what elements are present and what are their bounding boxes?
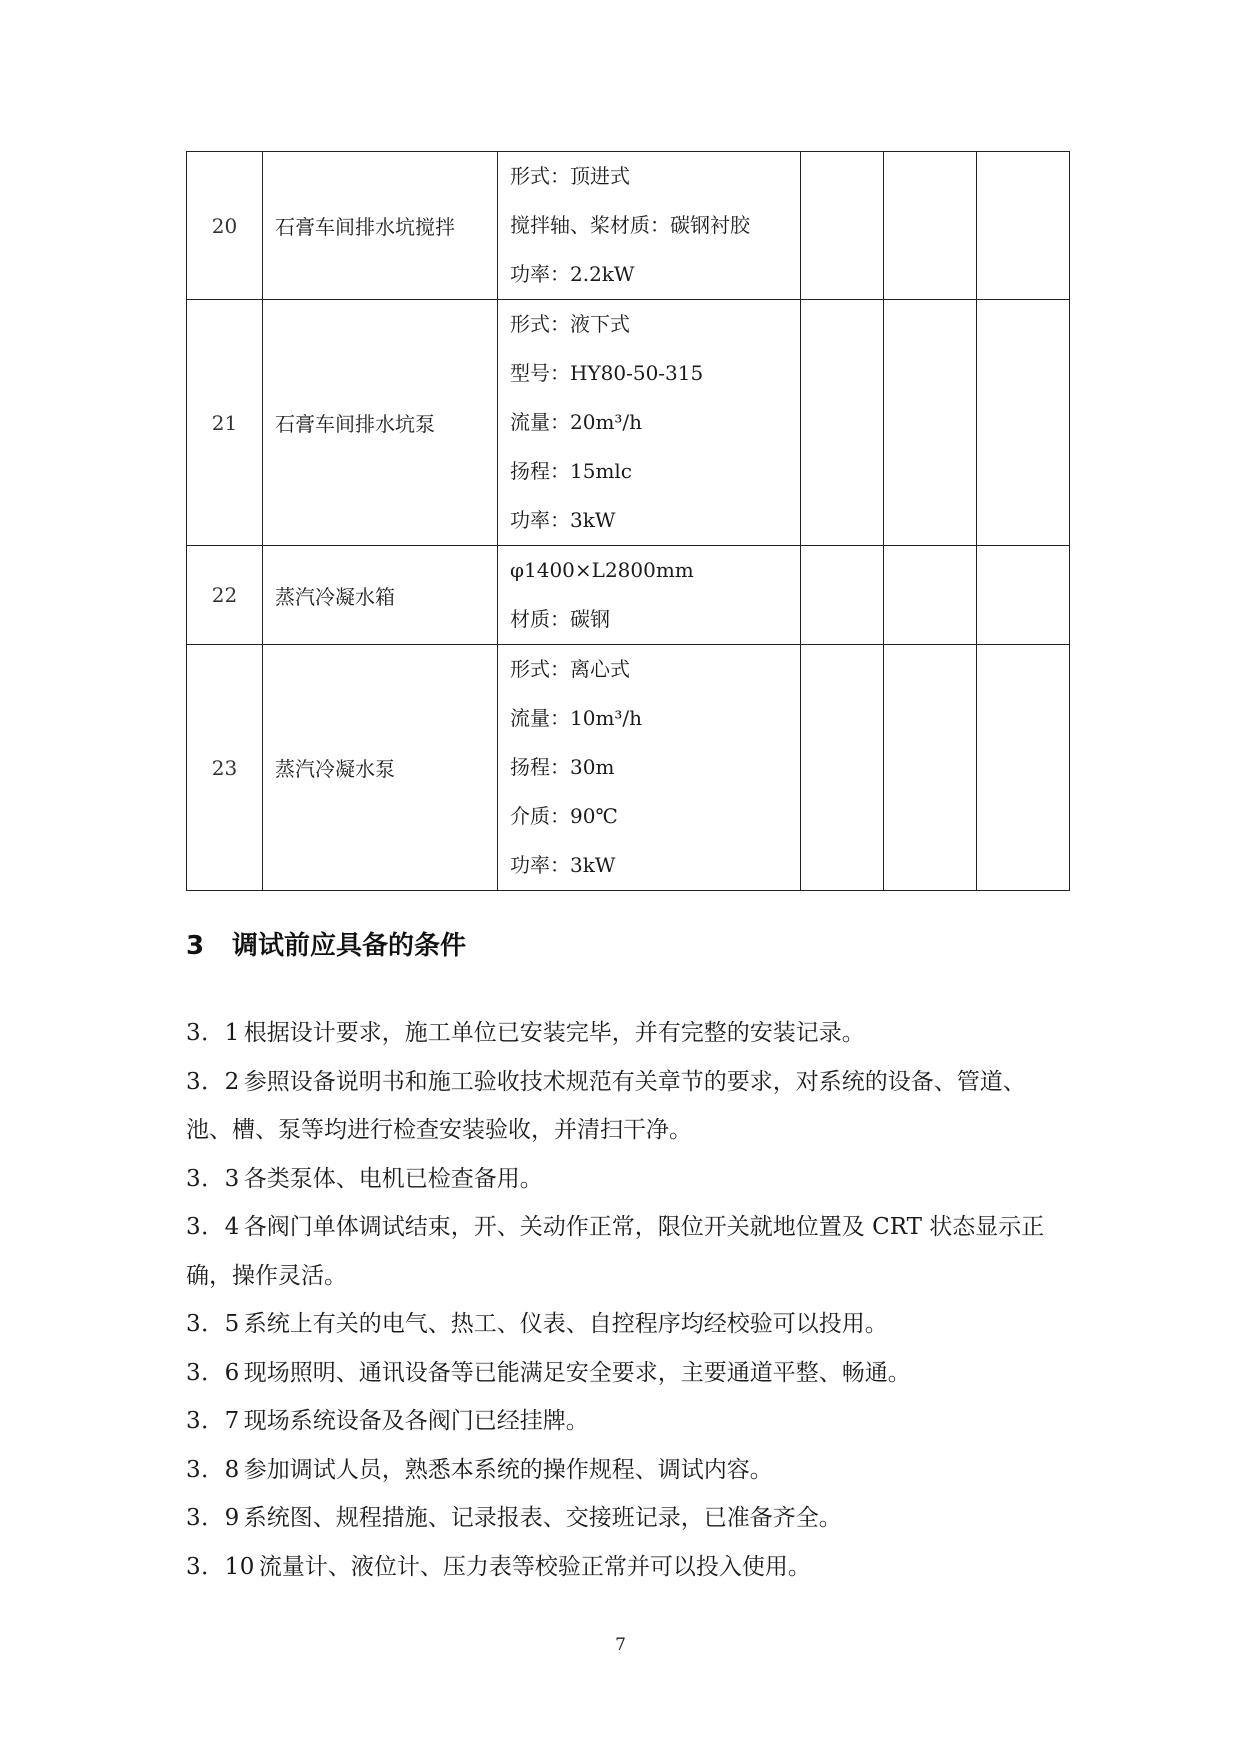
row-number: 22: [187, 546, 263, 645]
paragraph: [186, 1349, 1066, 1398]
spec-line: 功率：3kW: [510, 853, 616, 877]
spec-line: 功率：3kW: [510, 508, 616, 532]
equipment-spec: [498, 300, 801, 546]
paragraph-number: 3．7: [186, 1408, 240, 1434]
empty-cell: [977, 300, 1070, 546]
empty-cell: [801, 152, 884, 300]
paragraph-text: 系统图、规程措施、记录报表、交接班记录，已准备齐全。: [243, 1505, 842, 1531]
empty-cell: [801, 546, 884, 645]
empty-cell: [884, 546, 977, 645]
section-title: 调试前应具备的条件: [232, 931, 467, 961]
paragraph-text: 系统上有关的电气、热工、仪表、自控程序均经校验可以投用。: [243, 1311, 888, 1337]
paragraph-text: 现场系统设备及各阀门已经挂牌。: [243, 1408, 589, 1434]
spec-line: 功率：2.2kW: [510, 262, 635, 286]
paragraph: [186, 1203, 1066, 1300]
paragraph-number: 3．6: [186, 1359, 240, 1386]
equipment-table-body: [187, 152, 1070, 891]
spec-line: 流量：10m³/h: [510, 706, 643, 730]
spec-line: 形式：顶进式: [510, 164, 630, 188]
paragraph-text: 各阀门单体调试结束，开、关动作正常，限位开关就地位置及 CRT 状态显示正确，操作灵活。: [186, 1214, 1045, 1289]
equipment-name: [263, 300, 498, 546]
paragraph: [186, 1446, 1066, 1495]
spec-line: 型号：HY80-50-315: [510, 361, 704, 385]
spec-line: φ1400×L2800mm: [510, 558, 694, 582]
table-row: [187, 300, 1070, 546]
section-body: [186, 1009, 1066, 1591]
empty-cell: [801, 645, 884, 891]
paragraph: [186, 1494, 1066, 1543]
paragraph-number: 3．1: [186, 1020, 240, 1046]
row-number: 23: [187, 645, 263, 891]
equipment-name-text: 石膏车间排水坑搅拌: [275, 215, 455, 239]
equipment-table: [186, 151, 1070, 891]
section-number: 3: [186, 931, 205, 961]
paragraph: [186, 1397, 1066, 1446]
paragraph-text: 根据设计要求，施工单位已安装完毕，并有完整的安装记录。: [243, 1020, 865, 1046]
table-row: [187, 546, 1070, 645]
paragraph-text: 参加调试人员，熟悉本系统的操作规程、调试内容。: [243, 1456, 773, 1483]
equipment-name-text: 蒸汽冷凝水箱: [275, 584, 395, 609]
empty-cell: [977, 152, 1070, 300]
equipment-spec: [498, 645, 801, 891]
table-row: [187, 152, 1070, 300]
spec-line: 材质：碳钢: [510, 607, 610, 631]
empty-cell: [884, 300, 977, 546]
spec-line: 搅拌轴、桨材质：碳钢衬胶: [510, 213, 750, 237]
spec-line: 流量：20m³/h: [510, 410, 643, 434]
equipment-name: [263, 645, 498, 891]
equipment-name: [263, 152, 498, 300]
paragraph-number: 3．8: [186, 1456, 240, 1483]
empty-cell: [977, 645, 1070, 891]
spec-line: 介质：90℃: [510, 804, 618, 828]
page-number: 7: [615, 1635, 626, 1655]
equipment-name-text: 石膏车间排水坑泵: [275, 412, 435, 436]
paragraph: [186, 1300, 1066, 1349]
equipment-name-text: 蒸汽冷凝水泵: [275, 757, 395, 781]
paragraph-number: 3．5: [186, 1311, 240, 1337]
paragraph: [186, 1058, 1066, 1155]
spec-line: 形式：液下式: [510, 312, 630, 336]
paragraph-text: 流量计、液位计、压力表等校验正常并可以投入使用。: [258, 1553, 811, 1580]
paragraph-text: 各类泵体、电机已检查备用。: [243, 1165, 543, 1192]
empty-cell: [884, 152, 977, 300]
paragraph-number: 3．10: [186, 1553, 255, 1580]
empty-cell: [884, 645, 977, 891]
paragraph-text: 参照设备说明书和施工验收技术规范有关章节的要求，对系统的设备、管道、池、槽、泵等均进行检查安装验收，并清扫干净。: [186, 1068, 1026, 1143]
paragraph-number: 3．9: [186, 1505, 240, 1531]
paragraph-number: 3．3: [186, 1165, 240, 1192]
paragraph-number: 3．4: [186, 1214, 240, 1240]
paragraph-number: 3．2: [186, 1068, 240, 1095]
spec-line: 形式：离心式: [510, 657, 630, 681]
row-number: 20: [187, 152, 263, 300]
equipment-spec: [498, 546, 801, 645]
spec-line: 扬程：15mlc: [510, 459, 633, 483]
section-heading: [186, 925, 466, 962]
equipment-name: [263, 546, 498, 645]
empty-cell: [977, 546, 1070, 645]
paragraph: [186, 1155, 1066, 1204]
spec-line: 扬程：30m: [510, 755, 615, 779]
paragraph: [186, 1009, 1066, 1058]
equipment-spec: [498, 152, 801, 300]
table-row: [187, 645, 1070, 891]
empty-cell: [801, 300, 884, 546]
paragraph: [186, 1543, 1066, 1592]
paragraph-text: 现场照明、通讯设备等已能满足安全要求，主要通道平整、畅通。: [243, 1359, 911, 1386]
row-number: 21: [187, 300, 263, 546]
